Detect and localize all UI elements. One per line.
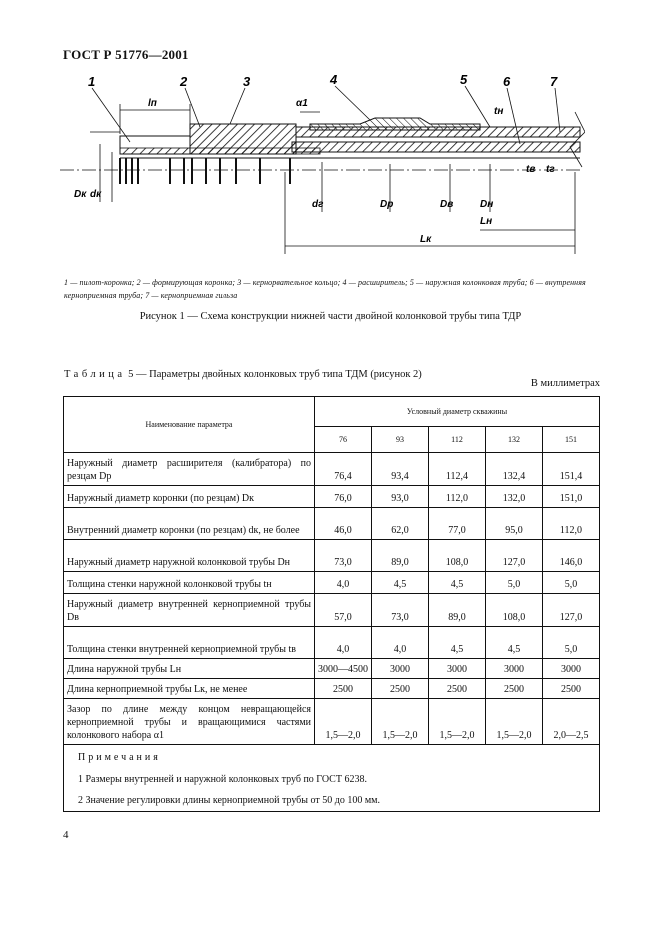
param-name-cell: Длина наружной трубы Lн [64,659,315,679]
dim-label-Ln: Lн [480,216,493,227]
parameters-table [63,396,600,812]
diameter-cell: 76 [315,427,372,453]
dim-label-Lk: Lк [420,234,432,245]
param-name-cell: Внутренний диаметр коронки (по резцам) dк, не более [64,508,315,540]
note-2: 2 Значение регулировки длины керноприемной трубы от 50 до 100 мм. [64,789,600,812]
value-cell: 1,5—2,0 [486,699,543,745]
value-cell: 3000—4500 [315,659,372,679]
value-cell: 127,0 [543,594,600,627]
value-cell: 132,4 [486,453,543,486]
value-cell: 89,0 [372,540,429,572]
dim-label-Dv: Dв [440,199,454,210]
value-cell: 112,0 [429,486,486,508]
value-cell: 5,0 [486,572,543,594]
table-row [64,659,600,679]
dim-label-Dp: Dр [380,199,394,210]
table-units: В миллиметрах [530,378,600,389]
table-row [64,594,600,627]
dim-label-Dn: Dн [480,199,494,210]
value-cell: 93,0 [372,486,429,508]
value-cell: 2500 [486,679,543,699]
param-header: Наименование параметра [64,397,315,453]
param-name-cell: Наружный диаметр коронки (по резцам) Dк [64,486,315,508]
part-number-6: 6 [503,74,511,89]
value-cell: 62,0 [372,508,429,540]
value-cell: 127,0 [486,540,543,572]
value-cell: 3000 [543,659,600,679]
bit-ribs [120,158,290,184]
table-row [64,486,600,508]
table-row [64,627,600,659]
part-number-2: 2 [180,74,188,89]
value-cell: 4,5 [372,572,429,594]
value-cell: 1,5—2,0 [315,699,372,745]
param-name-cell: Зазор по длине между концом невращающейся керноприемной трубы и вращающимися частями колонкового набора α1 [64,699,315,745]
part-number-4: 4 [330,72,338,87]
value-cell: 2500 [315,679,372,699]
value-cell: 3000 [372,659,429,679]
dim-label-Dk: Dк [74,189,87,200]
value-cell: 93,4 [372,453,429,486]
param-name-cell: Наружный диаметр расширителя (калибратора) по резцам Dр [64,453,315,486]
value-cell: 57,0 [315,594,372,627]
value-cell: 76,0 [315,486,372,508]
value-cell: 146,0 [543,540,600,572]
table-title [64,369,422,380]
value-cell: 4,0 [372,627,429,659]
value-cell: 2500 [429,679,486,699]
value-cell: 5,0 [543,572,600,594]
value-cell: 112,4 [429,453,486,486]
value-cell: 73,0 [372,594,429,627]
part-number-1: 1 [88,74,96,89]
note-1: 1 Размеры внутренней и наружной колонковых труб по ГОСТ 6238. [64,769,600,789]
part-number-5: 5 [460,72,468,87]
notes-title: Примечания [64,745,600,770]
value-cell: 2500 [543,679,600,699]
value-cell: 76,4 [315,453,372,486]
diameter-cell: 93 [372,427,429,453]
value-cell: 132,0 [486,486,543,508]
diameter-cell: 132 [486,427,543,453]
table-row [64,572,600,594]
value-cell: 3000 [429,659,486,679]
figure-legend: 1 — пилот-коронка; 2 — формирующая коронка; 3 — кернорвательное кольцо; 4 — расширитель; 5 — наружная колонковая труба; 6 — внутренняя керноприемная труба; 7 — керноприемная гильза [64,278,586,300]
value-cell: 151,4 [543,453,600,486]
value-cell: 95,0 [486,508,543,540]
value-cell: 4,5 [486,627,543,659]
param-name-cell: Толщина стенки внутренней керноприемной трубы tв [64,627,315,659]
value-cell: 4,0 [315,627,372,659]
dim-label-tr: tг [546,164,555,175]
part-number-3: 3 [243,74,251,89]
diameter-cell: 112 [429,427,486,453]
drill-assembly-drawing [60,72,585,267]
value-cell: 77,0 [429,508,486,540]
table-row [64,699,600,745]
value-cell: 2,0—2,5 [543,699,600,745]
inner-tube-wall [292,142,580,152]
diameter-header: Условный диаметр скважины [315,397,600,427]
value-cell: 108,0 [486,594,543,627]
document-header: ГОСТ Р 51776—2001 [63,47,189,62]
dim-label-tv: tв [526,164,536,175]
value-cell: 108,0 [429,540,486,572]
param-name-cell: Длина керноприемной трубы Lк, не менее [64,679,315,699]
value-cell: 2500 [372,679,429,699]
value-cell: 4,0 [315,572,372,594]
value-cell: 89,0 [429,594,486,627]
figure-caption: Рисунок 1 — Схема конструкции нижней части двойной колонковой трубы типа ТДР [139,311,522,322]
table-title-prefix: Таблица [64,369,126,380]
value-cell: 1,5—2,0 [372,699,429,745]
param-name-cell: Толщина стенки наружной колонковой трубы tн [64,572,315,594]
dim-label-ln: lп [148,98,157,109]
value-cell: 151,0 [543,486,600,508]
dim-label-tn: tн [494,106,504,117]
part-number-7: 7 [550,74,558,89]
table-title-text: 5 — Параметры двойных колонковых труб типа ТДМ (рисунок 2) [128,369,422,380]
page-number: 4 [63,829,69,841]
expander-body [310,118,480,130]
dim-label-a1: α1 [296,98,308,109]
value-cell: 1,5—2,0 [429,699,486,745]
table-row [64,540,600,572]
param-name-cell: Наружный диаметр наружной колонковой трубы Dн [64,540,315,572]
table-row [64,508,600,540]
dim-label-dr: dг [312,199,324,210]
value-cell: 3000 [486,659,543,679]
value-cell: 112,0 [543,508,600,540]
param-name-cell: Наружный диаметр внутренней керноприемной трубы Dв [64,594,315,627]
table-row [64,453,600,486]
value-cell: 4,5 [429,572,486,594]
value-cell: 46,0 [315,508,372,540]
table-row [64,679,600,699]
value-cell: 73,0 [315,540,372,572]
value-cell: 4,5 [429,627,486,659]
value-cell: 5,0 [543,627,600,659]
diameter-cell: 151 [543,427,600,453]
dim-label-dk: dк [90,189,102,200]
